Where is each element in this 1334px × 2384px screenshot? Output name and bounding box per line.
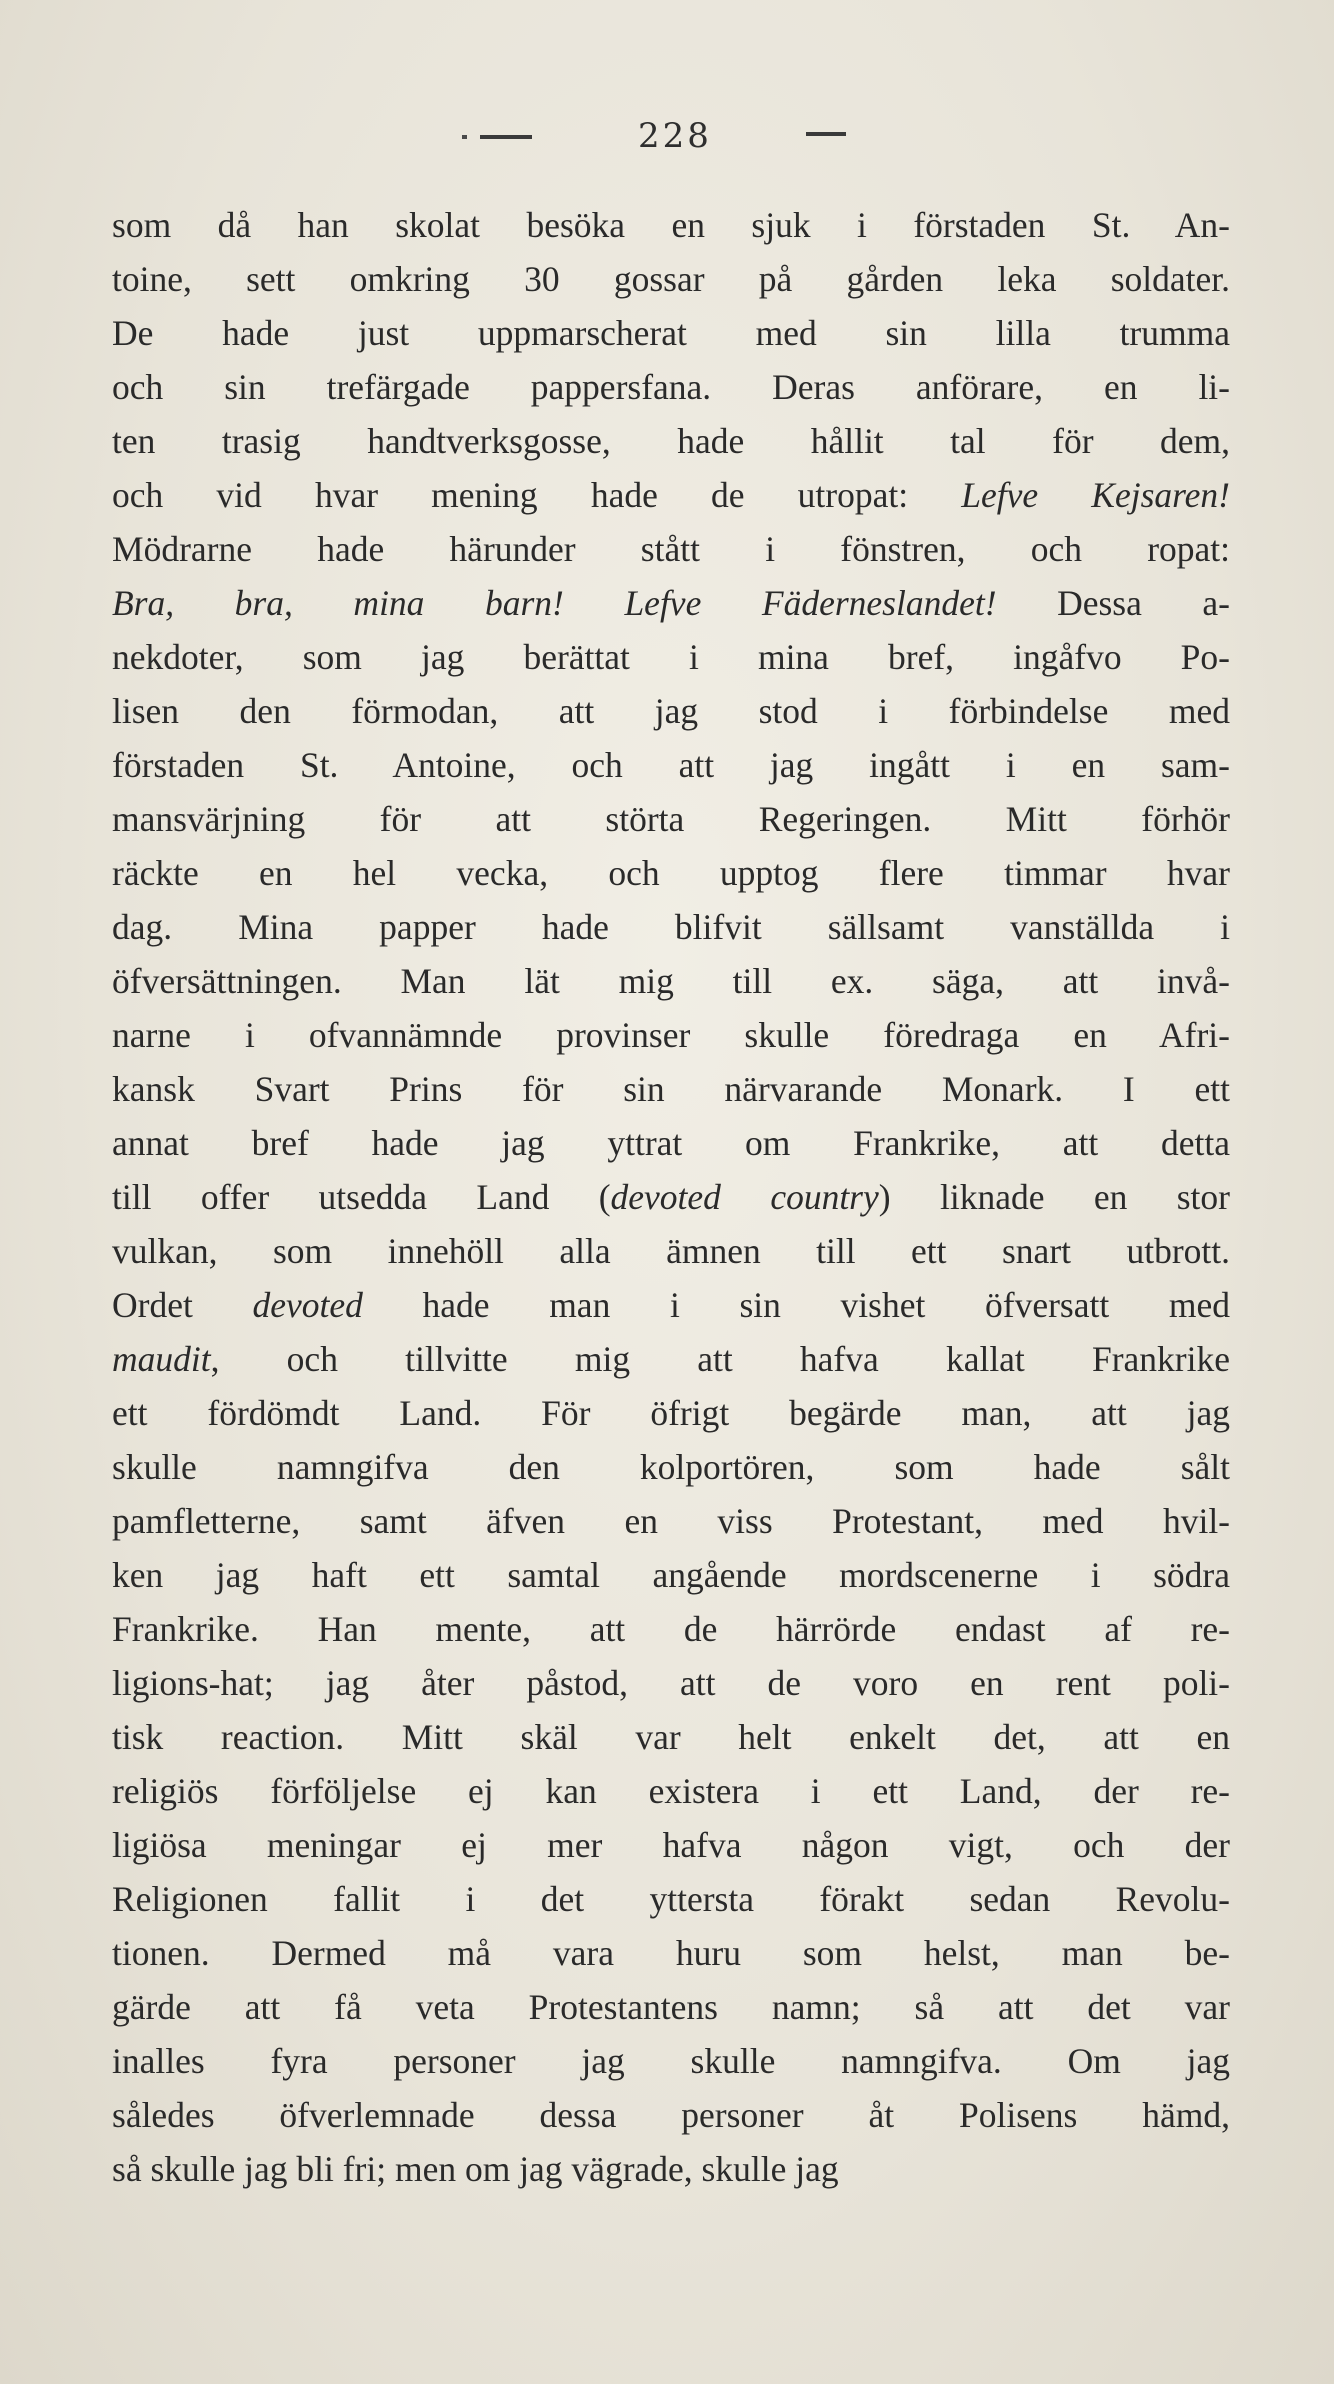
text-line <box>112 1656 1230 1710</box>
text-segment: räckte en hel vecka, och upptog flere timmar hvar <box>112 853 1230 893</box>
text-line <box>112 1494 1230 1548</box>
header-dash-right <box>806 132 846 136</box>
text-line <box>112 468 1230 522</box>
text-line <box>112 1116 1230 1170</box>
text-segment: ten trasig handtverksgosse, hade hållit tal för dem, <box>112 421 1230 461</box>
text-line <box>112 900 1230 954</box>
text-line <box>112 1548 1230 1602</box>
header-ornament-dot <box>462 135 467 139</box>
header-dash-left <box>480 135 532 139</box>
text-line <box>112 1062 1230 1116</box>
text-line <box>112 1764 1230 1818</box>
text-segment: hade man i sin vishet öfversatt med <box>362 1285 1230 1325</box>
text-line <box>112 684 1230 738</box>
text-line <box>112 252 1230 306</box>
text-segment: kansk Svart Prins för sin närvarande Monark. I ett <box>112 1069 1230 1109</box>
text-segment: vulkan, som innehöll alla ämnen till ett snart utbrott. <box>112 1231 1230 1271</box>
text-segment: inalles fyra personer jag skulle namngifva. Om jag <box>112 2041 1230 2081</box>
text-segment: tisk reaction. Mitt skäl var helt enkelt det, att en <box>112 1717 1230 1757</box>
text-segment: öfversättningen. Man lät mig till ex. säga, att invå- <box>112 961 1230 1001</box>
text-segment: mansvärjning för att störta Regeringen. Mitt förhör <box>112 799 1230 839</box>
text-line <box>112 954 1230 1008</box>
italic-text: maudit <box>112 1339 211 1379</box>
text-line <box>112 1980 1230 2034</box>
text-line <box>112 1170 1230 1224</box>
text-segment: och sin trefärgade pappersfana. Deras anförare, en li- <box>112 367 1230 407</box>
text-line <box>112 1278 1230 1332</box>
text-line <box>112 792 1230 846</box>
text-segment: ken jag haft ett samtal angående mordscenerne i södra <box>112 1555 1230 1595</box>
page-header <box>0 108 1334 158</box>
text-segment: till offer utsedda Land ( <box>112 1177 611 1217</box>
text-line <box>112 1440 1230 1494</box>
text-line <box>112 2142 1230 2196</box>
text-line <box>112 306 1230 360</box>
text-segment: och vid hvar mening hade de utropat: <box>112 475 962 515</box>
text-segment: narne i ofvannämnde provinser skulle föredraga en Afri- <box>112 1015 1230 1055</box>
text-segment: gärde att få veta Protestantens namn; så att det var <box>112 1987 1230 2027</box>
text-line <box>112 360 1230 414</box>
italic-text: Lefve Kejsaren! <box>961 475 1230 515</box>
italic-text: devoted <box>252 1285 363 1325</box>
page-number: 228 <box>638 116 712 156</box>
text-segment: skulle namngifva den kolportören, som hade sålt <box>112 1447 1230 1487</box>
text-segment: således öfverlemnade dessa personer åt Polisens hämd, <box>112 2095 1230 2135</box>
text-segment: Frankrike. Han mente, att de härrörde endast af re- <box>112 1609 1230 1649</box>
text-line <box>112 1926 1230 1980</box>
text-line <box>112 414 1230 468</box>
text-segment: toine, sett omkring 30 gossar på gården leka soldater. <box>112 259 1230 299</box>
text-line <box>112 1224 1230 1278</box>
italic-text: Bra, bra, mina barn! Lefve Fäderneslandet! <box>112 583 997 623</box>
text-line <box>112 2088 1230 2142</box>
text-segment: Ordet <box>112 1285 253 1325</box>
text-segment: ett fördömdt Land. För öfrigt begärde man, att jag <box>112 1393 1230 1433</box>
text-line <box>112 198 1230 252</box>
text-segment: tionen. Dermed må vara huru som helst, man be- <box>112 1933 1230 1973</box>
text-segment: Religionen fallit i det yttersta förakt sedan Revolu- <box>112 1879 1230 1919</box>
text-line <box>112 738 1230 792</box>
text-line <box>112 1386 1230 1440</box>
text-segment: ligiösa meningar ej mer hafva någon vigt, och der <box>112 1825 1230 1865</box>
text-line <box>112 522 1230 576</box>
text-line <box>112 1332 1230 1386</box>
text-segment: De hade just uppmarscherat med sin lilla trumma <box>112 313 1230 353</box>
text-segment: religiös förföljelse ej kan existera i ett Land, der re- <box>112 1771 1230 1811</box>
text-line <box>112 1602 1230 1656</box>
text-segment: annat bref hade jag yttrat om Frankrike, att detta <box>112 1123 1230 1163</box>
text-line <box>112 1872 1230 1926</box>
text-segment: så skulle jag bli fri; men om jag vägrade, skulle jag <box>112 2149 839 2189</box>
body-text <box>112 198 1230 2196</box>
text-segment: Mödrarne hade härunder stått i fönstren, och ropat: <box>112 529 1230 569</box>
text-segment: pamfletterne, samt äfven en viss Protestant, med hvil- <box>112 1501 1230 1541</box>
text-line <box>112 1008 1230 1062</box>
text-segment: lisen den förmodan, att jag stod i förbindelse med <box>112 691 1230 731</box>
text-segment: som då han skolat besöka en sjuk i förstaden St. An- <box>112 205 1230 245</box>
text-segment: dag. Mina papper hade blifvit sällsamt vanställda i <box>112 907 1230 947</box>
text-segment: Dessa a- <box>996 583 1230 623</box>
text-line <box>112 630 1230 684</box>
text-line <box>112 846 1230 900</box>
text-segment: ) liknade en stor <box>878 1177 1230 1217</box>
text-line <box>112 2034 1230 2088</box>
italic-text: devoted country <box>610 1177 879 1217</box>
text-line <box>112 1710 1230 1764</box>
text-segment: förstaden St. Antoine, och att jag ingått i en sam- <box>112 745 1230 785</box>
text-line <box>112 1818 1230 1872</box>
text-segment: ligions-hat; jag åter påstod, att de voro en rent poli- <box>112 1663 1230 1703</box>
text-segment: , och tillvitte mig att hafva kallat Frankrike <box>210 1339 1230 1379</box>
text-line <box>112 576 1230 630</box>
text-segment: nekdoter, som jag berättat i mina bref, ingåfvo Po- <box>112 637 1230 677</box>
